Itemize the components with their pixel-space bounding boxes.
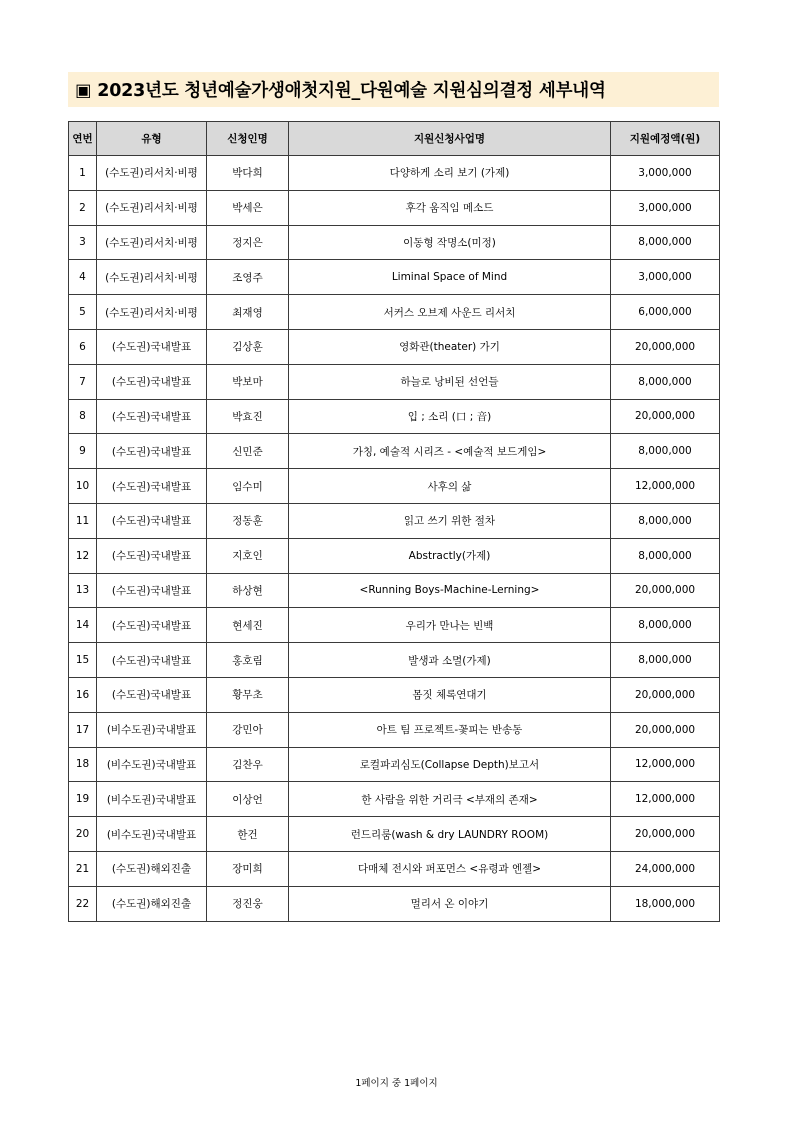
cell-serial-number: 6: [69, 329, 97, 364]
cell-serial-number: 20: [69, 817, 97, 852]
cell-support-amount: 20,000,000: [611, 329, 720, 364]
cell-serial-number: 2: [69, 190, 97, 225]
cell-applicant-name: 장미희: [207, 851, 289, 886]
table-row: [69, 399, 720, 434]
cell-serial-number: 17: [69, 712, 97, 747]
cell-support-amount: 20,000,000: [611, 399, 720, 434]
cell-category: (수도권)리서치·비평: [97, 225, 207, 260]
cell-support-amount: 8,000,000: [611, 643, 720, 678]
cell-category: (수도권)리서치·비평: [97, 156, 207, 191]
cell-serial-number: 16: [69, 677, 97, 712]
cell-applicant-name: 박효진: [207, 399, 289, 434]
header-category: 유형: [97, 122, 207, 156]
support-decision-table: [68, 121, 720, 922]
cell-project-name: 한 사람을 위한 거리극 <부재의 존재>: [289, 782, 611, 817]
cell-support-amount: 20,000,000: [611, 712, 720, 747]
cell-applicant-name: 이상언: [207, 782, 289, 817]
table-row: [69, 608, 720, 643]
cell-project-name: 런드리룸(wash & dry LAUNDRY ROOM): [289, 817, 611, 852]
table-row: [69, 643, 720, 678]
table-row: [69, 364, 720, 399]
cell-applicant-name: 정지은: [207, 225, 289, 260]
table-row: [69, 156, 720, 191]
cell-project-name: 발생과 소멸(가제): [289, 643, 611, 678]
table-row: [69, 225, 720, 260]
cell-serial-number: 15: [69, 643, 97, 678]
table-row: [69, 886, 720, 921]
cell-category: (수도권)리서치·비평: [97, 295, 207, 330]
table-row: [69, 677, 720, 712]
cell-project-name: 사후의 삶: [289, 469, 611, 504]
table-row: [69, 469, 720, 504]
table-row: [69, 434, 720, 469]
table-row: [69, 503, 720, 538]
cell-support-amount: 20,000,000: [611, 677, 720, 712]
table-row: [69, 712, 720, 747]
table-row: [69, 538, 720, 573]
table-row: [69, 260, 720, 295]
cell-applicant-name: 박보마: [207, 364, 289, 399]
cell-support-amount: 12,000,000: [611, 747, 720, 782]
cell-applicant-name: 임수미: [207, 469, 289, 504]
cell-applicant-name: 최재영: [207, 295, 289, 330]
cell-applicant-name: 김상훈: [207, 329, 289, 364]
cell-serial-number: 11: [69, 503, 97, 538]
cell-applicant-name: 정진웅: [207, 886, 289, 921]
header-serial-number: 연번: [69, 122, 97, 156]
cell-project-name: 멀리서 온 이야기: [289, 886, 611, 921]
cell-support-amount: 8,000,000: [611, 434, 720, 469]
cell-support-amount: 18,000,000: [611, 886, 720, 921]
cell-category: (수도권)국내발표: [97, 643, 207, 678]
document-title-bar: [68, 72, 719, 107]
page-footer: 1페이지 중 1페이지: [355, 1078, 438, 1089]
cell-category: (수도권)리서치·비평: [97, 260, 207, 295]
table-row: [69, 190, 720, 225]
cell-support-amount: 24,000,000: [611, 851, 720, 886]
cell-category: (수도권)리서치·비평: [97, 190, 207, 225]
cell-category: (수도권)해외진출: [97, 886, 207, 921]
cell-project-name: 하늘로 낭비된 선언들: [289, 364, 611, 399]
table-row: [69, 329, 720, 364]
cell-category: (비수도권)국내발표: [97, 782, 207, 817]
cell-support-amount: 6,000,000: [611, 295, 720, 330]
cell-category: (수도권)국내발표: [97, 608, 207, 643]
cell-serial-number: 12: [69, 538, 97, 573]
cell-category: (수도권)국내발표: [97, 399, 207, 434]
cell-project-name: 다매체 전시와 퍼포먼스 <유령과 엔젤>: [289, 851, 611, 886]
cell-serial-number: 21: [69, 851, 97, 886]
cell-category: (수도권)국내발표: [97, 469, 207, 504]
cell-applicant-name: 박다희: [207, 156, 289, 191]
cell-support-amount: 8,000,000: [611, 225, 720, 260]
cell-project-name: 영화관(theater) 가기: [289, 329, 611, 364]
table-header: [69, 122, 720, 156]
cell-applicant-name: 황무초: [207, 677, 289, 712]
cell-support-amount: 12,000,000: [611, 469, 720, 504]
cell-serial-number: 19: [69, 782, 97, 817]
cell-project-name: Liminal Space of Mind: [289, 260, 611, 295]
cell-project-name: 이동형 작명소(미정): [289, 225, 611, 260]
cell-serial-number: 13: [69, 573, 97, 608]
cell-support-amount: 3,000,000: [611, 190, 720, 225]
cell-support-amount: 8,000,000: [611, 608, 720, 643]
cell-category: (수도권)해외진출: [97, 851, 207, 886]
cell-project-name: 다양하게 소리 보기 (가제): [289, 156, 611, 191]
cell-serial-number: 22: [69, 886, 97, 921]
cell-applicant-name: 홍호림: [207, 643, 289, 678]
cell-project-name: Abstractly(가제): [289, 538, 611, 573]
cell-applicant-name: 박세은: [207, 190, 289, 225]
cell-project-name: 아트 팀 프로젝트-꽃피는 반송동: [289, 712, 611, 747]
cell-serial-number: 18: [69, 747, 97, 782]
cell-category: (수도권)국내발표: [97, 538, 207, 573]
cell-serial-number: 5: [69, 295, 97, 330]
table-row: [69, 817, 720, 852]
cell-applicant-name: 지호인: [207, 538, 289, 573]
cell-project-name: 몸짓 체록연대기: [289, 677, 611, 712]
cell-support-amount: 3,000,000: [611, 156, 720, 191]
cell-category: (수도권)국내발표: [97, 434, 207, 469]
header-project-name: 지원신청사업명: [289, 122, 611, 156]
cell-category: (수도권)국내발표: [97, 364, 207, 399]
cell-project-name: 가칭, 예술적 시리즈 - <예술적 보드게임>: [289, 434, 611, 469]
cell-serial-number: 4: [69, 260, 97, 295]
cell-category: (비수도권)국내발표: [97, 747, 207, 782]
cell-applicant-name: 정동훈: [207, 503, 289, 538]
cell-applicant-name: 하상현: [207, 573, 289, 608]
cell-category: (비수도권)국내발표: [97, 712, 207, 747]
cell-applicant-name: 김찬우: [207, 747, 289, 782]
cell-project-name: 우리가 만나는 빈백: [289, 608, 611, 643]
cell-serial-number: 7: [69, 364, 97, 399]
table-row: [69, 782, 720, 817]
header-support-amount: 지원예정액(원): [611, 122, 720, 156]
cell-category: (수도권)국내발표: [97, 677, 207, 712]
cell-serial-number: 9: [69, 434, 97, 469]
cell-category: (비수도권)국내발표: [97, 817, 207, 852]
cell-category: (수도권)국내발표: [97, 329, 207, 364]
cell-applicant-name: 신민준: [207, 434, 289, 469]
cell-project-name: 후각 움직임 메소드: [289, 190, 611, 225]
cell-applicant-name: 한건: [207, 817, 289, 852]
cell-support-amount: 3,000,000: [611, 260, 720, 295]
cell-applicant-name: 강민아: [207, 712, 289, 747]
document-title: ▣ 2023년도 청년예술가생애첫지원_다원예술 지원심의결정 세부내역: [75, 81, 606, 101]
cell-serial-number: 3: [69, 225, 97, 260]
cell-category: (수도권)국내발표: [97, 573, 207, 608]
cell-project-name: 로컬파괴심도(Collapse Depth)보고서: [289, 747, 611, 782]
table-body: [69, 156, 720, 922]
cell-support-amount: 8,000,000: [611, 538, 720, 573]
header-applicant-name: 신청인명: [207, 122, 289, 156]
cell-support-amount: 20,000,000: [611, 817, 720, 852]
cell-category: (수도권)국내발표: [97, 503, 207, 538]
cell-support-amount: 12,000,000: [611, 782, 720, 817]
table-row: [69, 573, 720, 608]
table-row: [69, 747, 720, 782]
table-row: [69, 295, 720, 330]
cell-serial-number: 10: [69, 469, 97, 504]
cell-serial-number: 14: [69, 608, 97, 643]
cell-project-name: 읽고 쓰기 위한 절차: [289, 503, 611, 538]
table-row: [69, 851, 720, 886]
cell-applicant-name: 조영주: [207, 260, 289, 295]
cell-support-amount: 8,000,000: [611, 503, 720, 538]
cell-project-name: 입 ; 소리 (口 ; 音): [289, 399, 611, 434]
cell-serial-number: 1: [69, 156, 97, 191]
cell-project-name: <Running Boys-Machine-Lerning>: [289, 573, 611, 608]
cell-applicant-name: 현세진: [207, 608, 289, 643]
table-header-row: [69, 122, 720, 156]
cell-serial-number: 8: [69, 399, 97, 434]
cell-project-name: 서커스 오브제 사운드 리서치: [289, 295, 611, 330]
cell-support-amount: 20,000,000: [611, 573, 720, 608]
cell-support-amount: 8,000,000: [611, 364, 720, 399]
